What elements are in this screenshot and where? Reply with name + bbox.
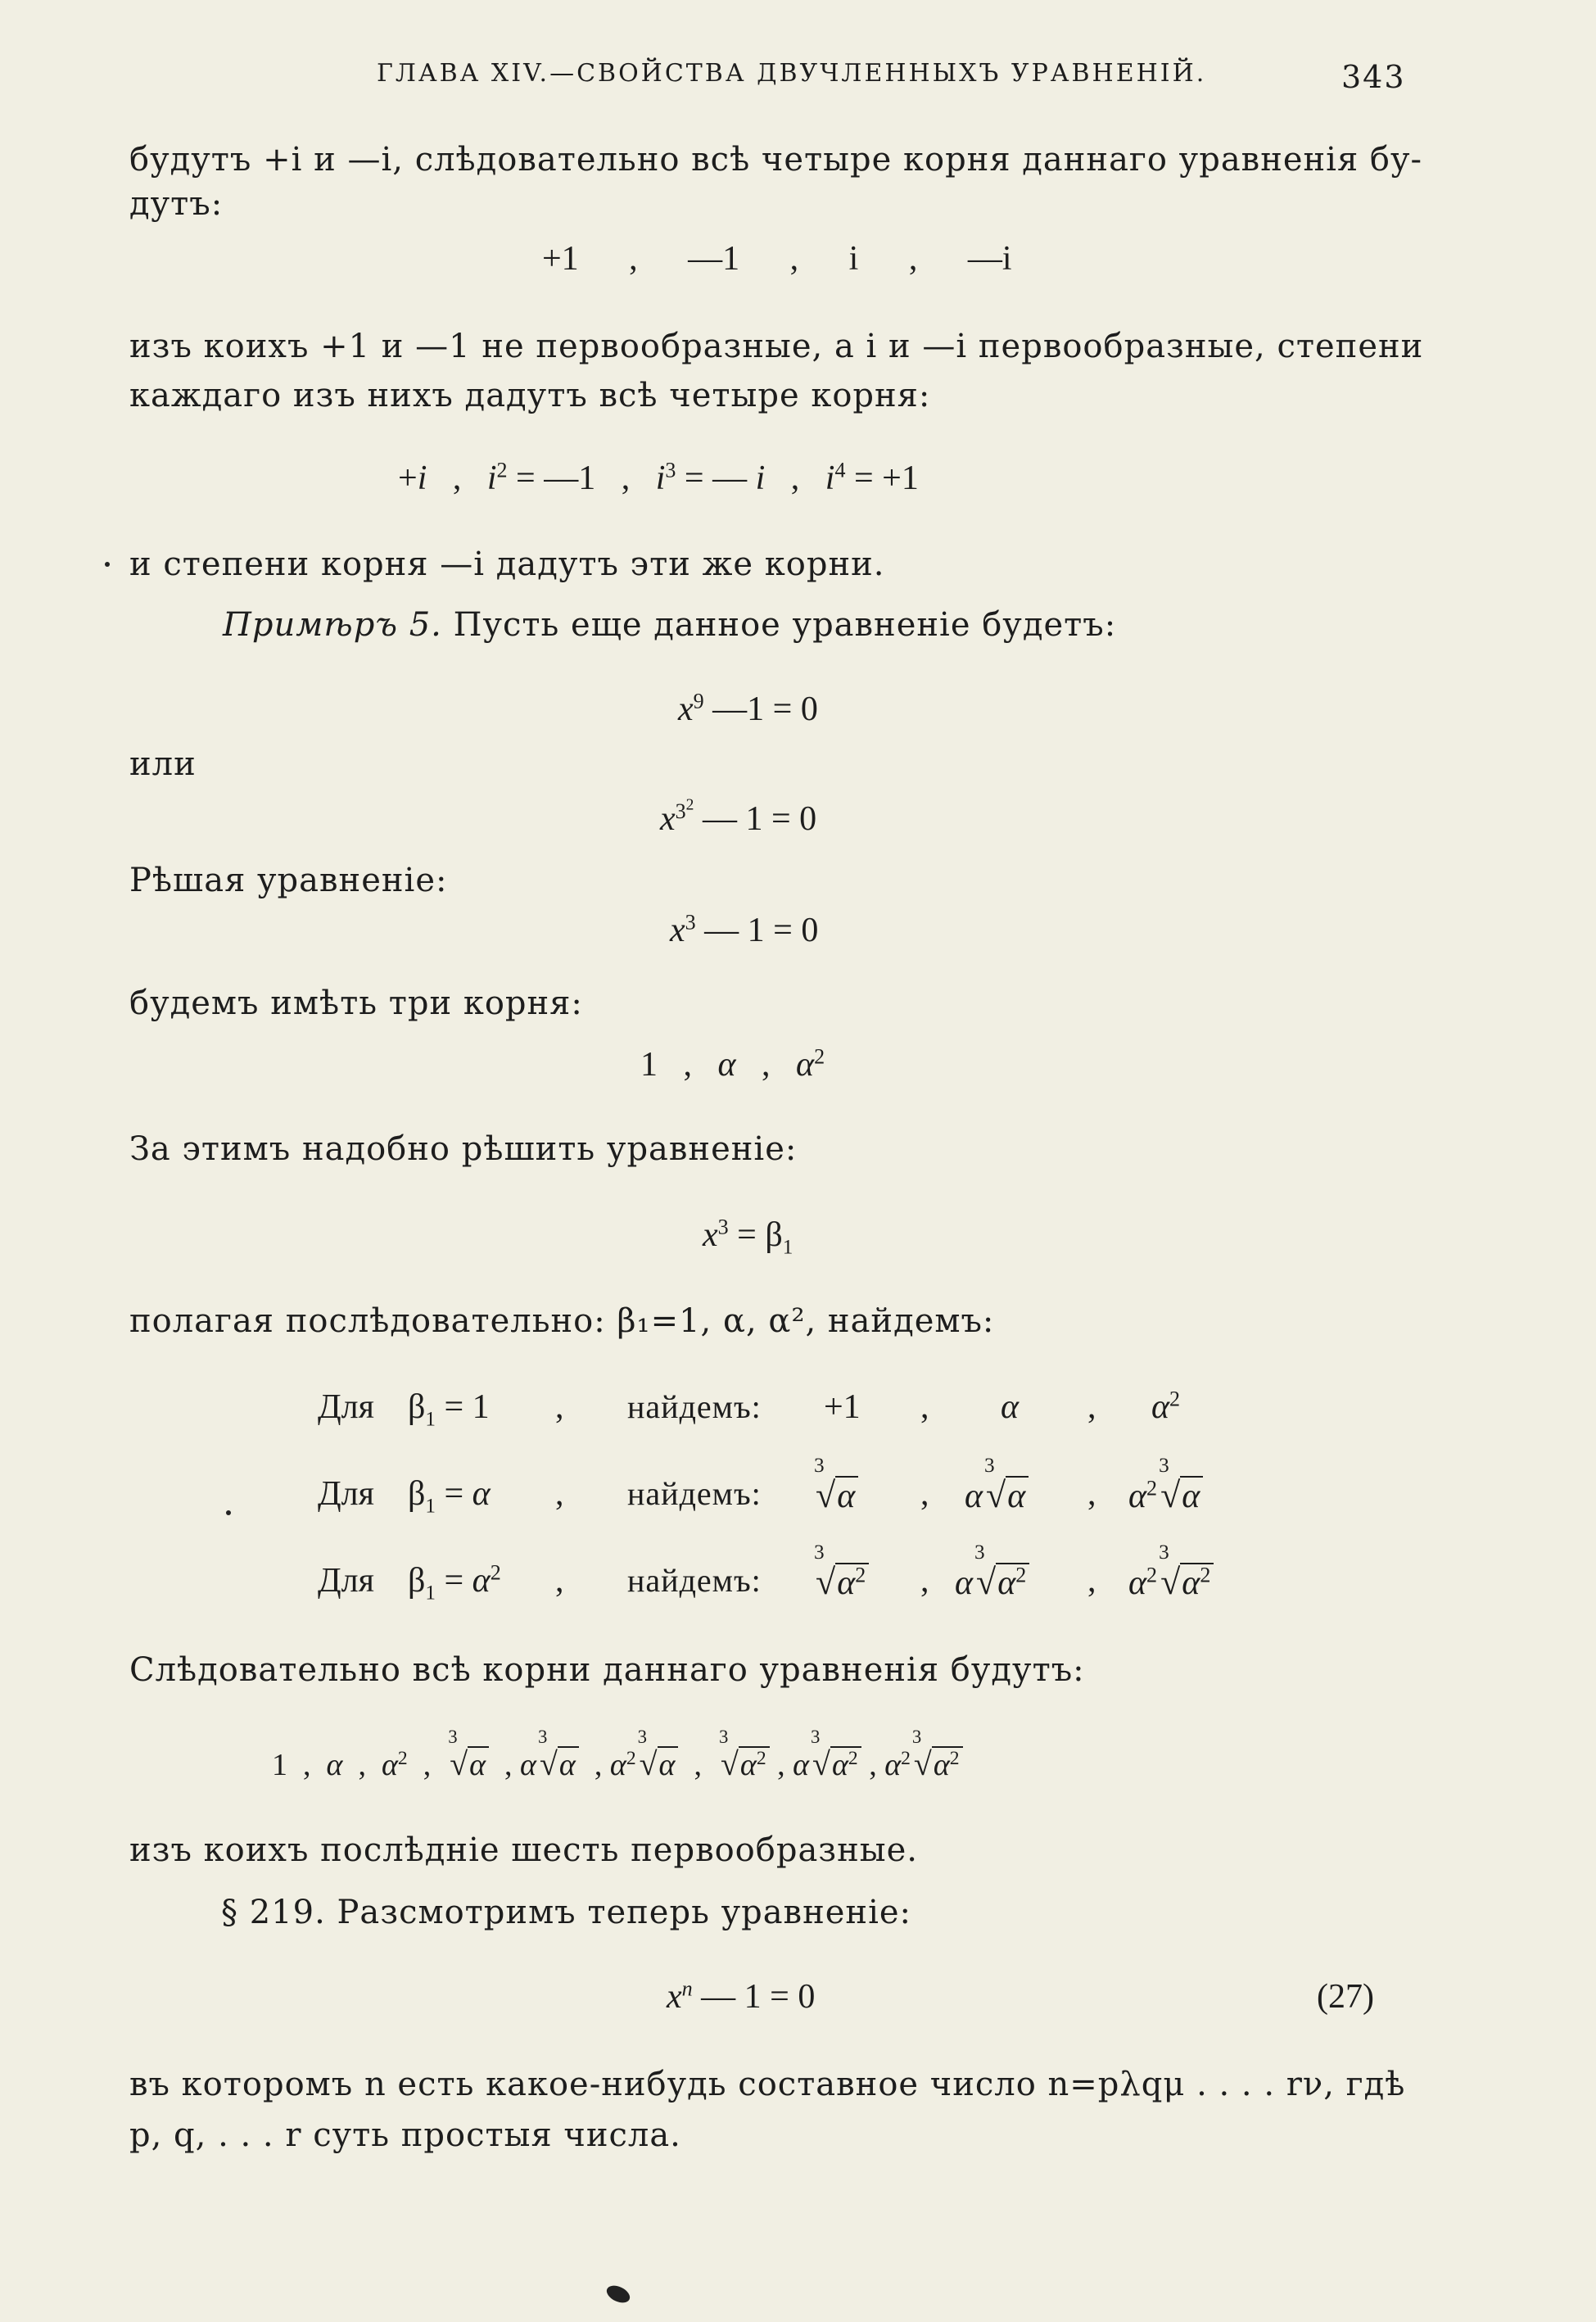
equation-number: (27)	[1317, 1978, 1374, 2016]
row-verb: найдемъ:	[627, 1388, 762, 1425]
root-row-1: Для $\beta_1 = 1$ , найдемъ: +1 , α , $\alpha^2$	[318, 1387, 1181, 1431]
comma: ,	[555, 1562, 564, 1600]
text-line: Слѣдовательно всѣ корни даннаго уравненія будутъ:	[129, 1651, 1085, 1689]
text-line: и степени корня —i дадутъ эти же корни.	[129, 545, 885, 583]
text-line: p, q, . . . r суть простыя числа.	[129, 2116, 681, 2154]
text-line: будемъ имѣть три корня:	[129, 984, 583, 1022]
equation-text: +1 , —1 , i , —i	[542, 240, 1012, 278]
section-line: § 219. Разсмотримъ теперь уравненіе:	[221, 1894, 912, 1931]
equation-x3-beta: $x^3 = \beta_1$	[703, 1215, 793, 1259]
root-row-3: Для $\beta_1 = \alpha^2$ , найдемъ: 3 $√\alpha^2$ , α 3 $√\alpha^2$ , $\alpha^2$ 3 $√\alpha^2$	[318, 1561, 1259, 1600]
running-header: ГЛАВА XIV.—СВОЙСТВА ДВУЧЛЕННЫХЪ УРАВНЕНІЙ.	[377, 59, 1207, 88]
text-line: дутъ:	[129, 185, 224, 223]
text-line: Рѣшая уравненіе:	[129, 862, 448, 899]
row-verb: найдемъ:	[627, 1562, 762, 1599]
text-line: въ которомъ n есть какое-нибудь составное число n=pλqμ . . . . rν, гдѣ	[129, 2066, 1406, 2103]
ink-blot	[604, 2283, 633, 2306]
equation-x3squared: $x^{3^2}$ — 1 = 0	[660, 795, 817, 838]
equation-cube-roots: 1 , α , $\alpha^2$	[640, 1044, 825, 1084]
equation-powers: +i , $i^2$ = —1 , $i^3$ = — i , $i^4 = +1$	[398, 458, 919, 497]
text-line: каждаго изъ нихъ дадутъ всѣ четыре корня:	[129, 377, 931, 414]
text-line: изъ коихъ +1 и —1 не первообразные, а i и —i первообразные, степени	[129, 328, 1424, 365]
row-label: Для	[318, 1388, 374, 1426]
ink-speck	[105, 562, 110, 567]
row-verb: найдемъ:	[627, 1475, 762, 1512]
example-label: Примѣръ 5.	[223, 606, 442, 644]
ink-speck	[226, 1510, 231, 1515]
page-number: 343	[1341, 59, 1406, 95]
text-line: или	[129, 745, 197, 783]
row-label: Для	[318, 1475, 374, 1513]
equation-all-roots: 1 , α , $\alpha^2$ , 3 √α , α 3 √α , $\alpha^2$ 3 √α , 3 $√\alpha^2$ , α 3 $√\alpha^2$ , $\alpha^2$ 3 $√\alpha^2$	[272, 1745, 963, 1783]
text-line: изъ коихъ послѣдніе шесть первообразные.	[129, 1831, 918, 1869]
row-label: Для	[318, 1562, 374, 1600]
text-line: будутъ +i и —i, слѣдовательно всѣ четыре корня даннаго уравненія бу-	[129, 141, 1423, 179]
example-text: Пусть еще данное уравненіе будетъ:	[453, 606, 1117, 644]
equation-x9: $x^9$ —1 = 0	[678, 689, 818, 728]
text-line: За этимъ надобно рѣшить уравненіе:	[129, 1130, 798, 1168]
equation-x3: $x^3$ — 1 = 0	[670, 910, 819, 949]
equation-27: $x^n$ — 1 = 0	[667, 1976, 816, 2016]
comma: ,	[555, 1388, 564, 1426]
example-line	[223, 606, 1116, 644]
equation-roots	[542, 239, 1012, 278]
comma: ,	[555, 1475, 564, 1513]
root-row-2: Для $\beta_1 = \alpha$ , найдемъ: 3 √α , α 3 √α , $\alpha^2$ 3 √α	[318, 1474, 1259, 1514]
text-line: полагая послѣдовательно: β₁=1, α, α², найдемъ:	[129, 1302, 995, 1340]
